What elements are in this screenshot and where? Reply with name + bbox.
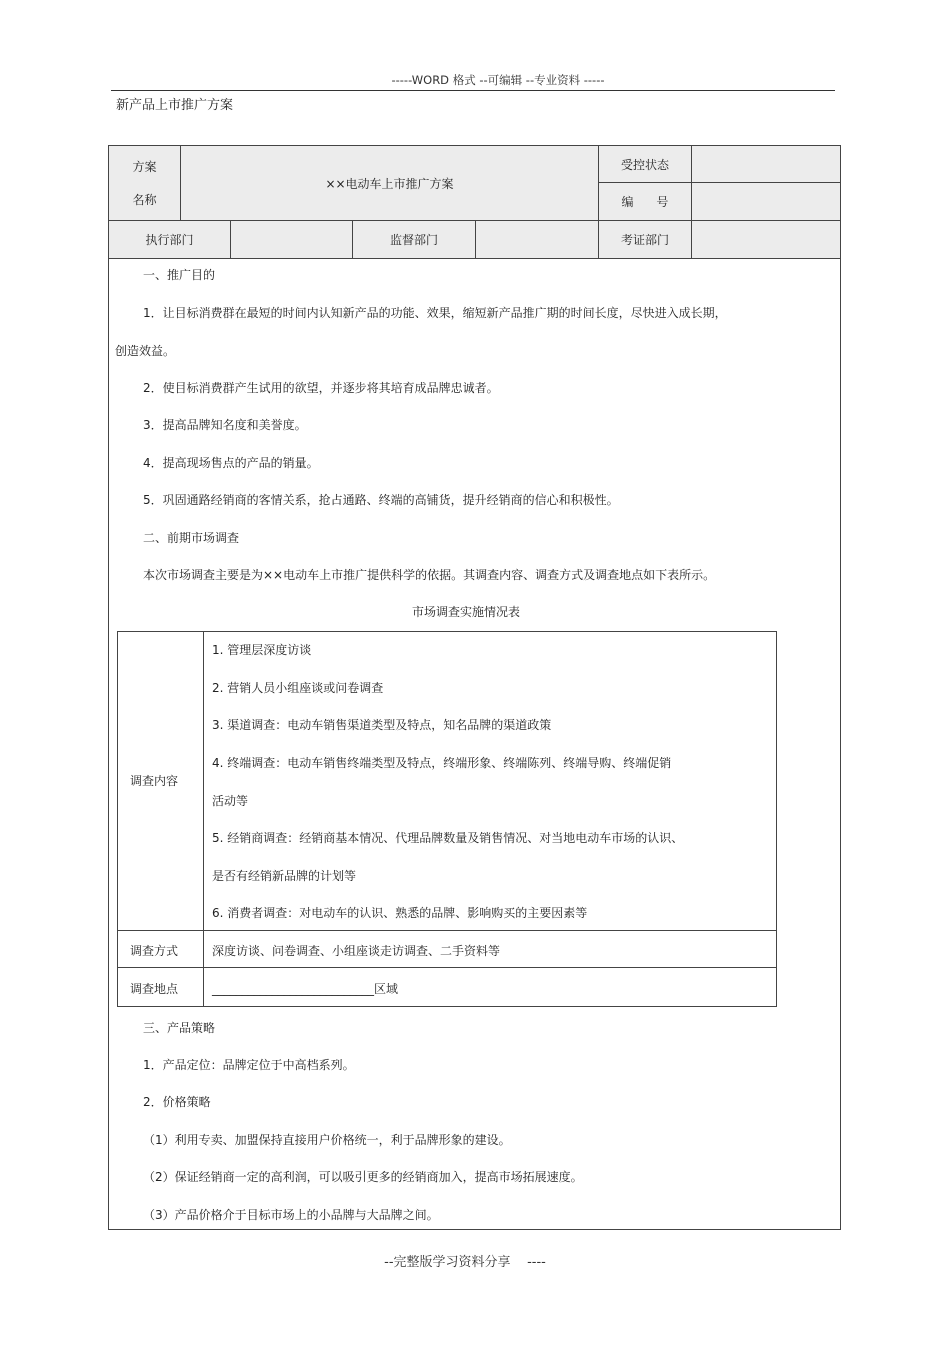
control-status-label-cell (599, 146, 692, 183)
survey-content-item-5b: 是否有经销新品牌的计划等 (212, 869, 357, 883)
survey-location-blank: ___________________________ (212, 982, 374, 996)
exec-dept-label: 执行部门 (145, 233, 194, 247)
section1-item1a: 1．让目标消费群在最短的时间内认知新产品的功能、效果，缩短新产品推广期的时间长度，尽快进入成长期， (143, 306, 727, 320)
section3-heading: 三、产品策略 (143, 1021, 216, 1035)
survey-content-item-1: 1. 管理层深度访谈 (212, 643, 312, 657)
supervise-dept-label-cell (353, 221, 476, 259)
survey-method-label: 调查方式 (130, 944, 179, 958)
page-footer: --完整版学习资料分享 ---- (384, 1255, 546, 1270)
survey-content-item-2: 2. 营销人员小组座谈或问卷调查 (212, 681, 384, 695)
survey-location-suffix: 区域 (374, 982, 399, 996)
header-divider (111, 90, 835, 91)
supervise-dept-label: 监督部门 (389, 233, 438, 247)
verify-dept-label-cell (599, 221, 692, 259)
plan-name-cell (181, 146, 599, 221)
survey-table-column-divider (203, 632, 204, 1006)
survey-location-label: 调查地点 (130, 982, 179, 996)
number-label: 编 号 (621, 195, 669, 209)
number-label-cell (599, 183, 692, 221)
survey-content-item-6: 6. 消费者调查：对电动车的认识、熟悉的品牌、影响购买的主要因素等 (212, 906, 588, 920)
survey-content-label: 调查内容 (130, 774, 179, 788)
survey-table-row-divider-1 (118, 930, 776, 931)
survey-table-title: 市场调查实施情况表 (412, 605, 521, 619)
section2-intro: 本次市场调查主要是为××电动车上市推广提供科学的依据。其调查内容、调查方式及调查地点如下表所示。 (143, 568, 716, 582)
verify-dept-label: 考证部门 (620, 233, 669, 247)
control-status-label: 受控状态 (620, 157, 669, 172)
exec-dept-label-cell (109, 221, 231, 259)
section3-sub2: （2）保证经销商一定的高利润，可以吸引更多的经销商加入，提高市场拓展速度。 (143, 1170, 583, 1184)
section3-item2: 2．价格策略 (143, 1095, 211, 1109)
section2-heading: 二、前期市场调查 (143, 531, 240, 545)
number-value-cell (692, 183, 840, 221)
document-title: 新产品上市推广方案 (116, 98, 234, 113)
exec-dept-value-cell (231, 221, 353, 259)
plan-label-2: 名称 (132, 193, 157, 207)
plan-name: ××电动车上市推广方案 (325, 176, 454, 191)
survey-content-item-5: 5. 经销商调查：经销商基本情况、代理品牌数量及销售情况、对当地电动车市场的认识、 (212, 831, 684, 845)
section3-item1: 1．产品定位：品牌定位于中高档系列。 (143, 1058, 355, 1072)
section1-item1b: 创造效益。 (115, 344, 176, 358)
survey-table (117, 631, 777, 1007)
supervise-dept-value-cell (476, 221, 599, 259)
section1-item2: 2．使目标消费群产生试用的欲望，并逐步将其培育成品牌忠诚者。 (143, 381, 499, 395)
section1-item4: 4．提高现场售点的产品的销量。 (143, 456, 319, 470)
section1-heading: 一、推广目的 (143, 268, 216, 282)
section3-sub3: （3）产品价格介于目标市场上的小品牌与大品牌之间。 (143, 1208, 439, 1222)
page-header: -----WORD 格式 --可编辑 --专业资料 ----- (391, 73, 605, 87)
survey-content-item-4: 4. 终端调查：电动车销售终端类型及特点，终端形象、终端陈列、终端导购、终端促销 (212, 756, 672, 770)
section3-sub1: （1）利用专卖、加盟保持直接用户价格统一，利于品牌形象的建设。 (143, 1133, 511, 1147)
section1-item3: 3．提高品牌知名度和美誉度。 (143, 418, 307, 432)
plan-label-cell (109, 146, 181, 221)
survey-location-value (212, 980, 398, 997)
survey-content-item-4b: 活动等 (212, 794, 249, 808)
survey-content-item-3: 3. 渠道调查：电动车销售渠道类型及特点，知名品牌的渠道政策 (212, 718, 552, 732)
survey-method-value: 深度访谈、问卷调查、小组座谈走访调查、二手资料等 (212, 944, 501, 958)
verify-dept-value-cell (692, 221, 840, 259)
survey-table-row-divider-2 (118, 967, 776, 968)
plan-label-1: 方案 (132, 160, 157, 174)
control-status-value-cell (692, 146, 840, 183)
section1-item5: 5．巩固通路经销商的客情关系，抢占通路、终端的高铺货，提升经销商的信心和积极性。 (143, 493, 619, 507)
